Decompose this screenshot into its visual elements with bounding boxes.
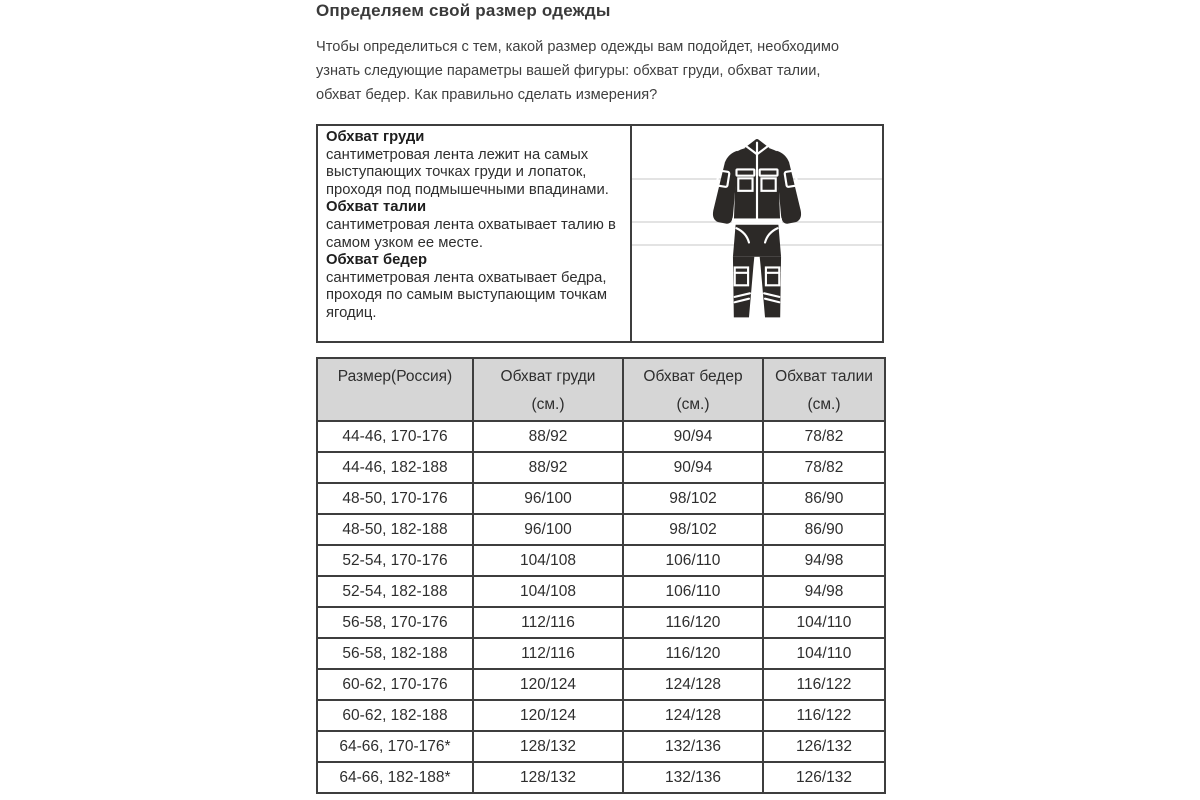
- table-cell: 94/98: [763, 576, 885, 607]
- table-cell: 112/116: [473, 638, 623, 669]
- table-header-cell: Обхват талии (см.): [763, 358, 885, 421]
- table-cell: 86/90: [763, 514, 885, 545]
- table-cell: 132/136: [623, 731, 763, 762]
- table-cell: 104/110: [763, 607, 885, 638]
- table-cell: 120/124: [473, 669, 623, 700]
- measurement-term: Обхват талии: [326, 199, 427, 216]
- table-cell: 86/90: [763, 483, 885, 514]
- table-row: [317, 576, 885, 607]
- table-header-cell: Обхват груди (см.): [473, 358, 623, 421]
- table-row: [317, 545, 885, 576]
- table-cell: 78/82: [763, 421, 885, 452]
- page-title: Определяем свой размер одежды: [316, 1, 611, 20]
- table-row: [317, 669, 885, 700]
- table-cell: 90/94: [623, 452, 763, 483]
- measurement-description: сантиметровая лента лежит на самых выступающих точках груди и лопаток, проходя под подмышечными впадинами.: [326, 146, 609, 198]
- table-cell: 88/92: [473, 421, 623, 452]
- table-row: [317, 762, 885, 793]
- table-cell: 104/108: [473, 545, 623, 576]
- table-cell: 56-58, 170-176: [317, 607, 473, 638]
- table-cell: 116/120: [623, 607, 763, 638]
- table-cell: 88/92: [473, 452, 623, 483]
- table-cell: 64-66, 182-188*: [317, 762, 473, 793]
- table-cell: 56-58, 182-188: [317, 638, 473, 669]
- table-cell: 98/102: [623, 514, 763, 545]
- table-row: [317, 607, 885, 638]
- table-row: [317, 421, 885, 452]
- work-suit-silhouette-image: [650, 132, 864, 337]
- table-cell: 48-50, 182-188: [317, 514, 473, 545]
- table-cell: 52-54, 170-176: [317, 545, 473, 576]
- measurement-term: Обхват бедер: [326, 252, 428, 269]
- size-table-body: [317, 421, 885, 793]
- table-row: [317, 638, 885, 669]
- intro-paragraph: Чтобы определиться с тем, какой размер одежды вам подойдет, необходимо узнать следующие параметры вашей фигуры: обхват груди, обхват талии, обхват бедер. Как правильно сделать измерения?: [316, 39, 840, 103]
- table-cell: 44-46, 182-188: [317, 452, 473, 483]
- table-row: [317, 700, 885, 731]
- figure-panel: [632, 126, 882, 341]
- measurement-guide-box: [316, 124, 884, 343]
- table-cell: 112/116: [473, 607, 623, 638]
- table-cell: 104/108: [473, 576, 623, 607]
- table-cell: 64-66, 170-176*: [317, 731, 473, 762]
- measurement-term: Обхват груди: [326, 129, 425, 145]
- measurement-description: сантиметровая лента охватывает бедра, проходя по самым выступающим точкам ягодиц.: [326, 269, 607, 321]
- table-cell: 124/128: [623, 700, 763, 731]
- table-cell: 128/132: [473, 731, 623, 762]
- table-cell: 116/120: [623, 638, 763, 669]
- table-row: [317, 452, 885, 483]
- table-cell: 98/102: [623, 483, 763, 514]
- table-cell: 60-62, 170-176: [317, 669, 473, 700]
- table-row: [317, 483, 885, 514]
- table-cell: 60-62, 182-188: [317, 700, 473, 731]
- table-cell: 116/122: [763, 669, 885, 700]
- measurement-definitions: [318, 126, 632, 341]
- table-row: [317, 731, 885, 762]
- table-cell: 106/110: [623, 576, 763, 607]
- table-header-cell: Обхват бедер (см.): [623, 358, 763, 421]
- size-table: [316, 357, 886, 794]
- table-cell: 120/124: [473, 700, 623, 731]
- table-cell: 116/122: [763, 700, 885, 731]
- table-cell: 124/128: [623, 669, 763, 700]
- table-header-row: [317, 358, 885, 421]
- table-row: [317, 514, 885, 545]
- table-cell: 52-54, 182-188: [317, 576, 473, 607]
- table-header-cell: Размер(Россия): [317, 358, 473, 421]
- table-cell: 94/98: [763, 545, 885, 576]
- table-cell: 44-46, 170-176: [317, 421, 473, 452]
- table-cell: 126/132: [763, 731, 885, 762]
- size-table-header: [317, 358, 885, 421]
- table-cell: 96/100: [473, 483, 623, 514]
- table-cell: 128/132: [473, 762, 623, 793]
- table-cell: 96/100: [473, 514, 623, 545]
- table-cell: 132/136: [623, 762, 763, 793]
- table-cell: 78/82: [763, 452, 885, 483]
- table-cell: 90/94: [623, 421, 763, 452]
- table-cell: 104/110: [763, 638, 885, 669]
- table-cell: 48-50, 170-176: [317, 483, 473, 514]
- measurement-description: сантиметровая лента охватывает талию в самом узком ее месте.: [326, 216, 616, 251]
- table-cell: 106/110: [623, 545, 763, 576]
- table-cell: 126/132: [763, 762, 885, 793]
